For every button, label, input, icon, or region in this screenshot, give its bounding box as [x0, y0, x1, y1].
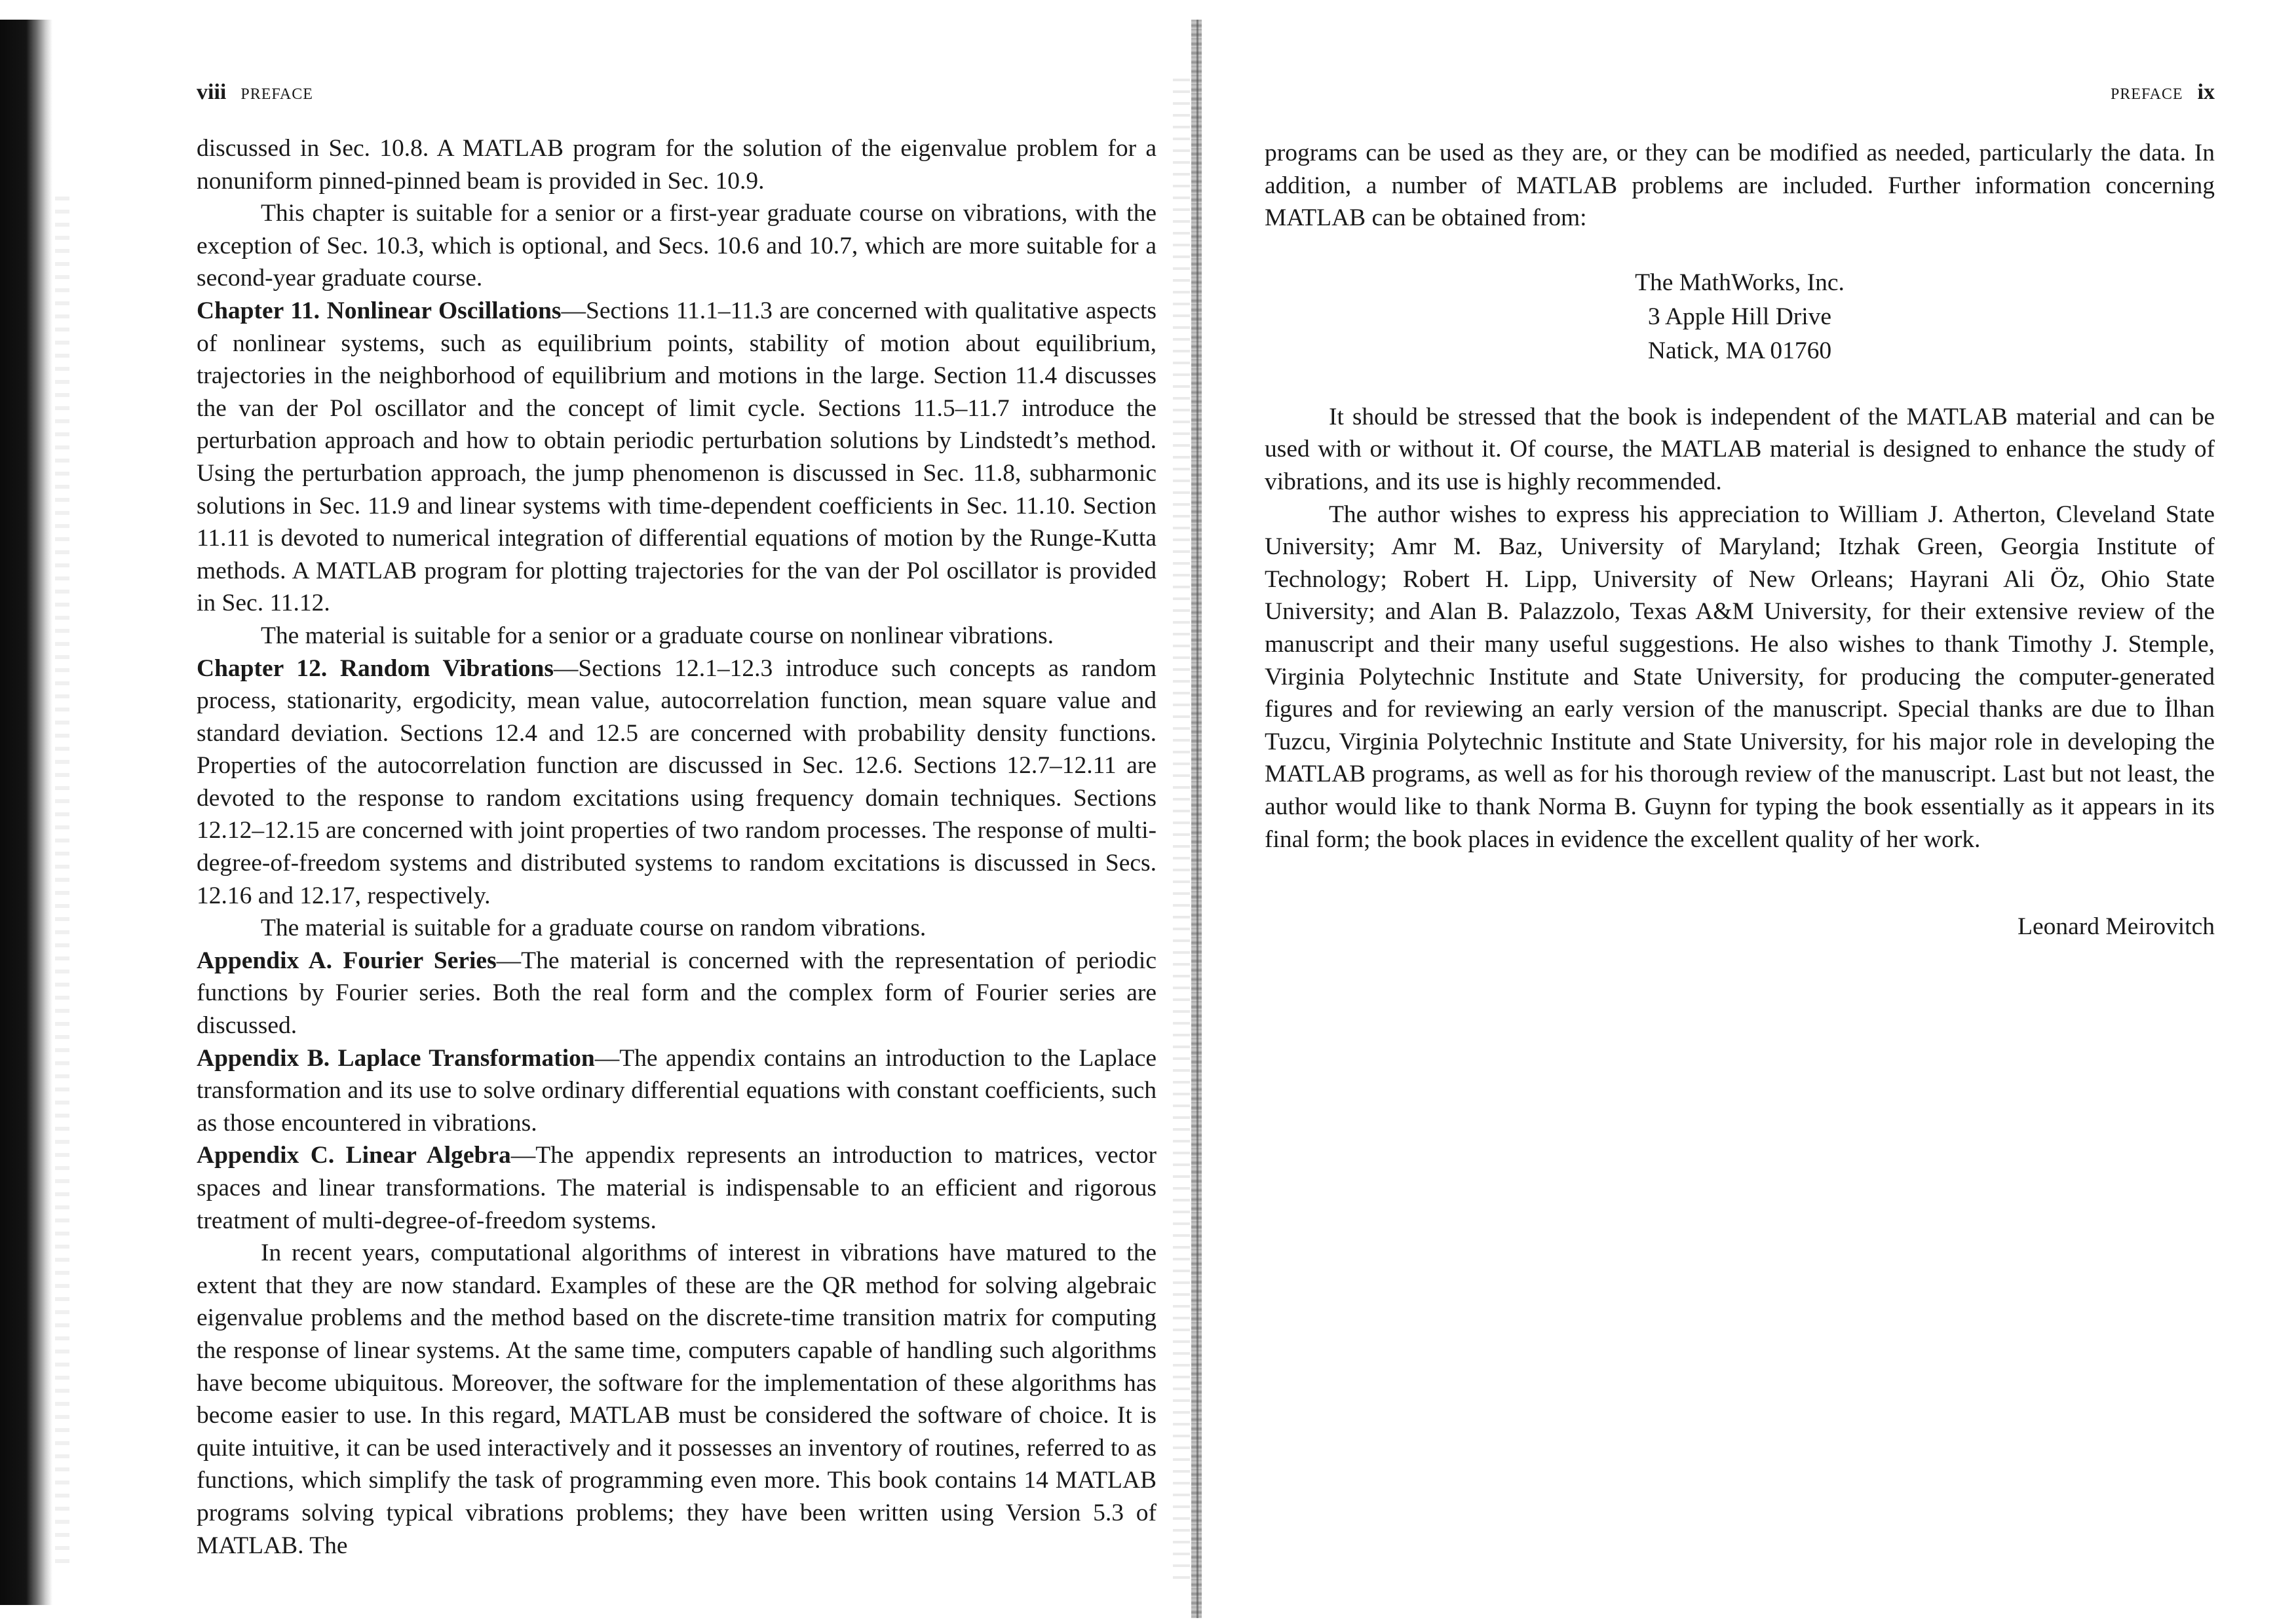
chapter-description: —Sections 12.1–12.3 introduce such concepts as random process, stationarity, ergodicity, mean value, autocorrelation function, mean square value and standard deviation. Sections 12.4 and 12.5 are concerned with probability density functions. Properties of the autocorrelation function are discussed in Sec. 12.6. Sections 12.7–12.11 are devoted to the response to random excitations using frequency domain techniques. Sections 12.12–12.15 are concerned with joint properties of two random processes. The response of multi-degree-of-freedom systems and distributed systems to random excitations is discussed in Secs. 12.16 and 12.17, respectively. — [197, 654, 1157, 909]
appendix-heading: Appendix B. Laplace Transformation — [197, 1044, 595, 1072]
chapter-description: —Sections 11.1–11.3 are concerned with qualitative aspects of nonlinear systems, such as equilibrium points, stability of motion about equilibrium, trajectories in the neighborhood of equilibrium and motions in the large. Section 11.4 discusses the van der Pol oscillator and the concept of limit cycle. Sections 11.5–11.7 introduce the perturbation approach and how to obtain periodic perturbation solutions by Lindstedt’s method. Using the perturbation approach, the jump phenomenon is discussed in Sec. 11.8, subharmonic solutions in Sec. 11.9 and linear systems with time-dependent coefficients in Sec. 11.10. Section 11.11 is devoted to numerical integration of differential equations of motion by the Runge-Kutta methods. A MATLAB program for plotting trajectories for the van der Pol oscillator is provided in Sec. 11.12. — [197, 297, 1157, 617]
appendix-b-summary — [197, 1042, 1157, 1140]
paragraph: It should be stressed that the book is independent of the MATLAB material and can be used with or without it. Of course, the MATLAB material is designed to enhance the study of vibrations, and its use is highly recommended. — [1265, 403, 2215, 495]
chapter-heading: Chapter 11. Nonlinear Oscillations — [197, 297, 562, 324]
paragraph: This chapter is suitable for a senior or a first-year graduate course on vibrations, with the exception of Sec. 10.3, which is optional, and Secs. 10.6 and 10.7, which are more suitable for a second-year graduate course. — [197, 200, 1157, 292]
acknowledgements-paragraph: The author wishes to express his appreciation to William J. Atherton, Cleveland State University; Amr M. Baz, University of Maryland; Itzhak Green, Georgia Institute of Technology; Robert H. Lipp, University of New Orleans; Hayrani Ali Öz, Ohio State University; and Alan B. Palazzolo, Texas A&M University, for their extensive review of the manuscript and their many useful suggestions. He also wishes to thank Timothy J. Stemple, Virginia Polytechnic Institute and State University, for producing the computer-generated figures and for reviewing an early version of the manuscript. Special thanks are due to İlhan Tuzcu, Virginia Polytechnic Institute and State University, for his major role in developing the MATLAB programs, as well as for his thorough review of the manuscript. Last but not least, the author would like to thank Norma B. Guynn for typing the book essentially as it appears in its final form; the book places in evidence the excellent quality of her work. — [1265, 500, 2215, 853]
author-signature: Leonard Meirovitch — [2018, 913, 2215, 941]
mailing-address — [1265, 266, 2215, 368]
appendix-description: —The appendix represents an introduction to matrices, vector spaces and linear transformations. The material is indispensable to an efficient and rigorous treatment of multi-degree-of-freedom systems. — [197, 1142, 1157, 1234]
page-number: viii — [197, 80, 227, 104]
running-head-title: PREFACE — [240, 86, 313, 103]
running-head-left — [197, 80, 1157, 106]
appendix-heading: Appendix C. Linear Algebra — [197, 1142, 511, 1169]
right-page-body — [1265, 137, 2215, 943]
appendix-c-summary — [197, 1139, 1157, 1237]
appendix-a-summary — [197, 945, 1157, 1042]
gutter-shadow — [1173, 79, 1190, 1585]
chapter-12-summary — [197, 652, 1157, 913]
address-line: Natick, MA 01760 — [1647, 337, 1832, 364]
paragraph: The material is suitable for a senior or a graduate course on nonlinear vibrations. — [261, 622, 1054, 649]
scan-edge-texture — [55, 197, 69, 1572]
appendix-description: —The appendix contains an introduction to the Laplace transformation and its use to solve ordinary differential equations with constant coefficients, such as those encountered in vibrations. — [197, 1044, 1157, 1137]
appendix-description: —The material is concerned with the representation of periodic functions by Fourier series. Both the real form and the complex form of Fourier series are discussed. — [197, 947, 1157, 1040]
running-head-title: PREFACE — [2110, 86, 2183, 103]
address-line: 3 Apple Hill Drive — [1647, 303, 1832, 330]
appendix-heading: Appendix A. Fourier Series — [197, 947, 497, 974]
paragraph: In recent years, computational algorithms of interest in vibrations have matured to the extent that they are now standard. Examples of these are the QR method for solving algebraic eigenvalue problems and the method based on the discrete-time transition matrix for computing the response of linear systems. At the same time, computers capable of handling such algorithms have become ubiquitous. Moreover, the software for the implementation of these algorithms has become easier to use. In this regard, MATLAB must be considered the software of choice. It is quite intuitive, it can be used interactively and it possesses an inventory of routines, referred to as functions, which simplify the task of programming even more. This book contains 14 MATLAB programs solving typical vibrations problems; they have been written using Version 5.3 of MATLAB. The — [197, 1239, 1157, 1559]
scan-binding-shadow — [0, 20, 52, 1605]
paragraph: discussed in Sec. 10.8. A MATLAB program for the solution of the eigenvalue problem for a nonuniform pinned-pinned beam is provided in Sec. 10.9. — [197, 135, 1157, 195]
running-head-right — [1265, 80, 2215, 106]
paragraph: The material is suitable for a graduate course on random vibrations. — [261, 915, 927, 942]
paragraph: programs can be used as they are, or they can be modified as needed, particularly the data. In addition, a number of MATLAB problems are included. Further information concerning MATLAB can be obtained from: — [1265, 140, 2215, 232]
chapter-11-summary — [197, 295, 1157, 620]
address-line: The MathWorks, Inc. — [1635, 269, 1845, 296]
page-number: ix — [2197, 80, 2215, 104]
left-page-body — [197, 132, 1157, 1562]
gutter-fold-line — [1196, 20, 1198, 1618]
chapter-heading: Chapter 12. Random Vibrations — [197, 654, 554, 682]
